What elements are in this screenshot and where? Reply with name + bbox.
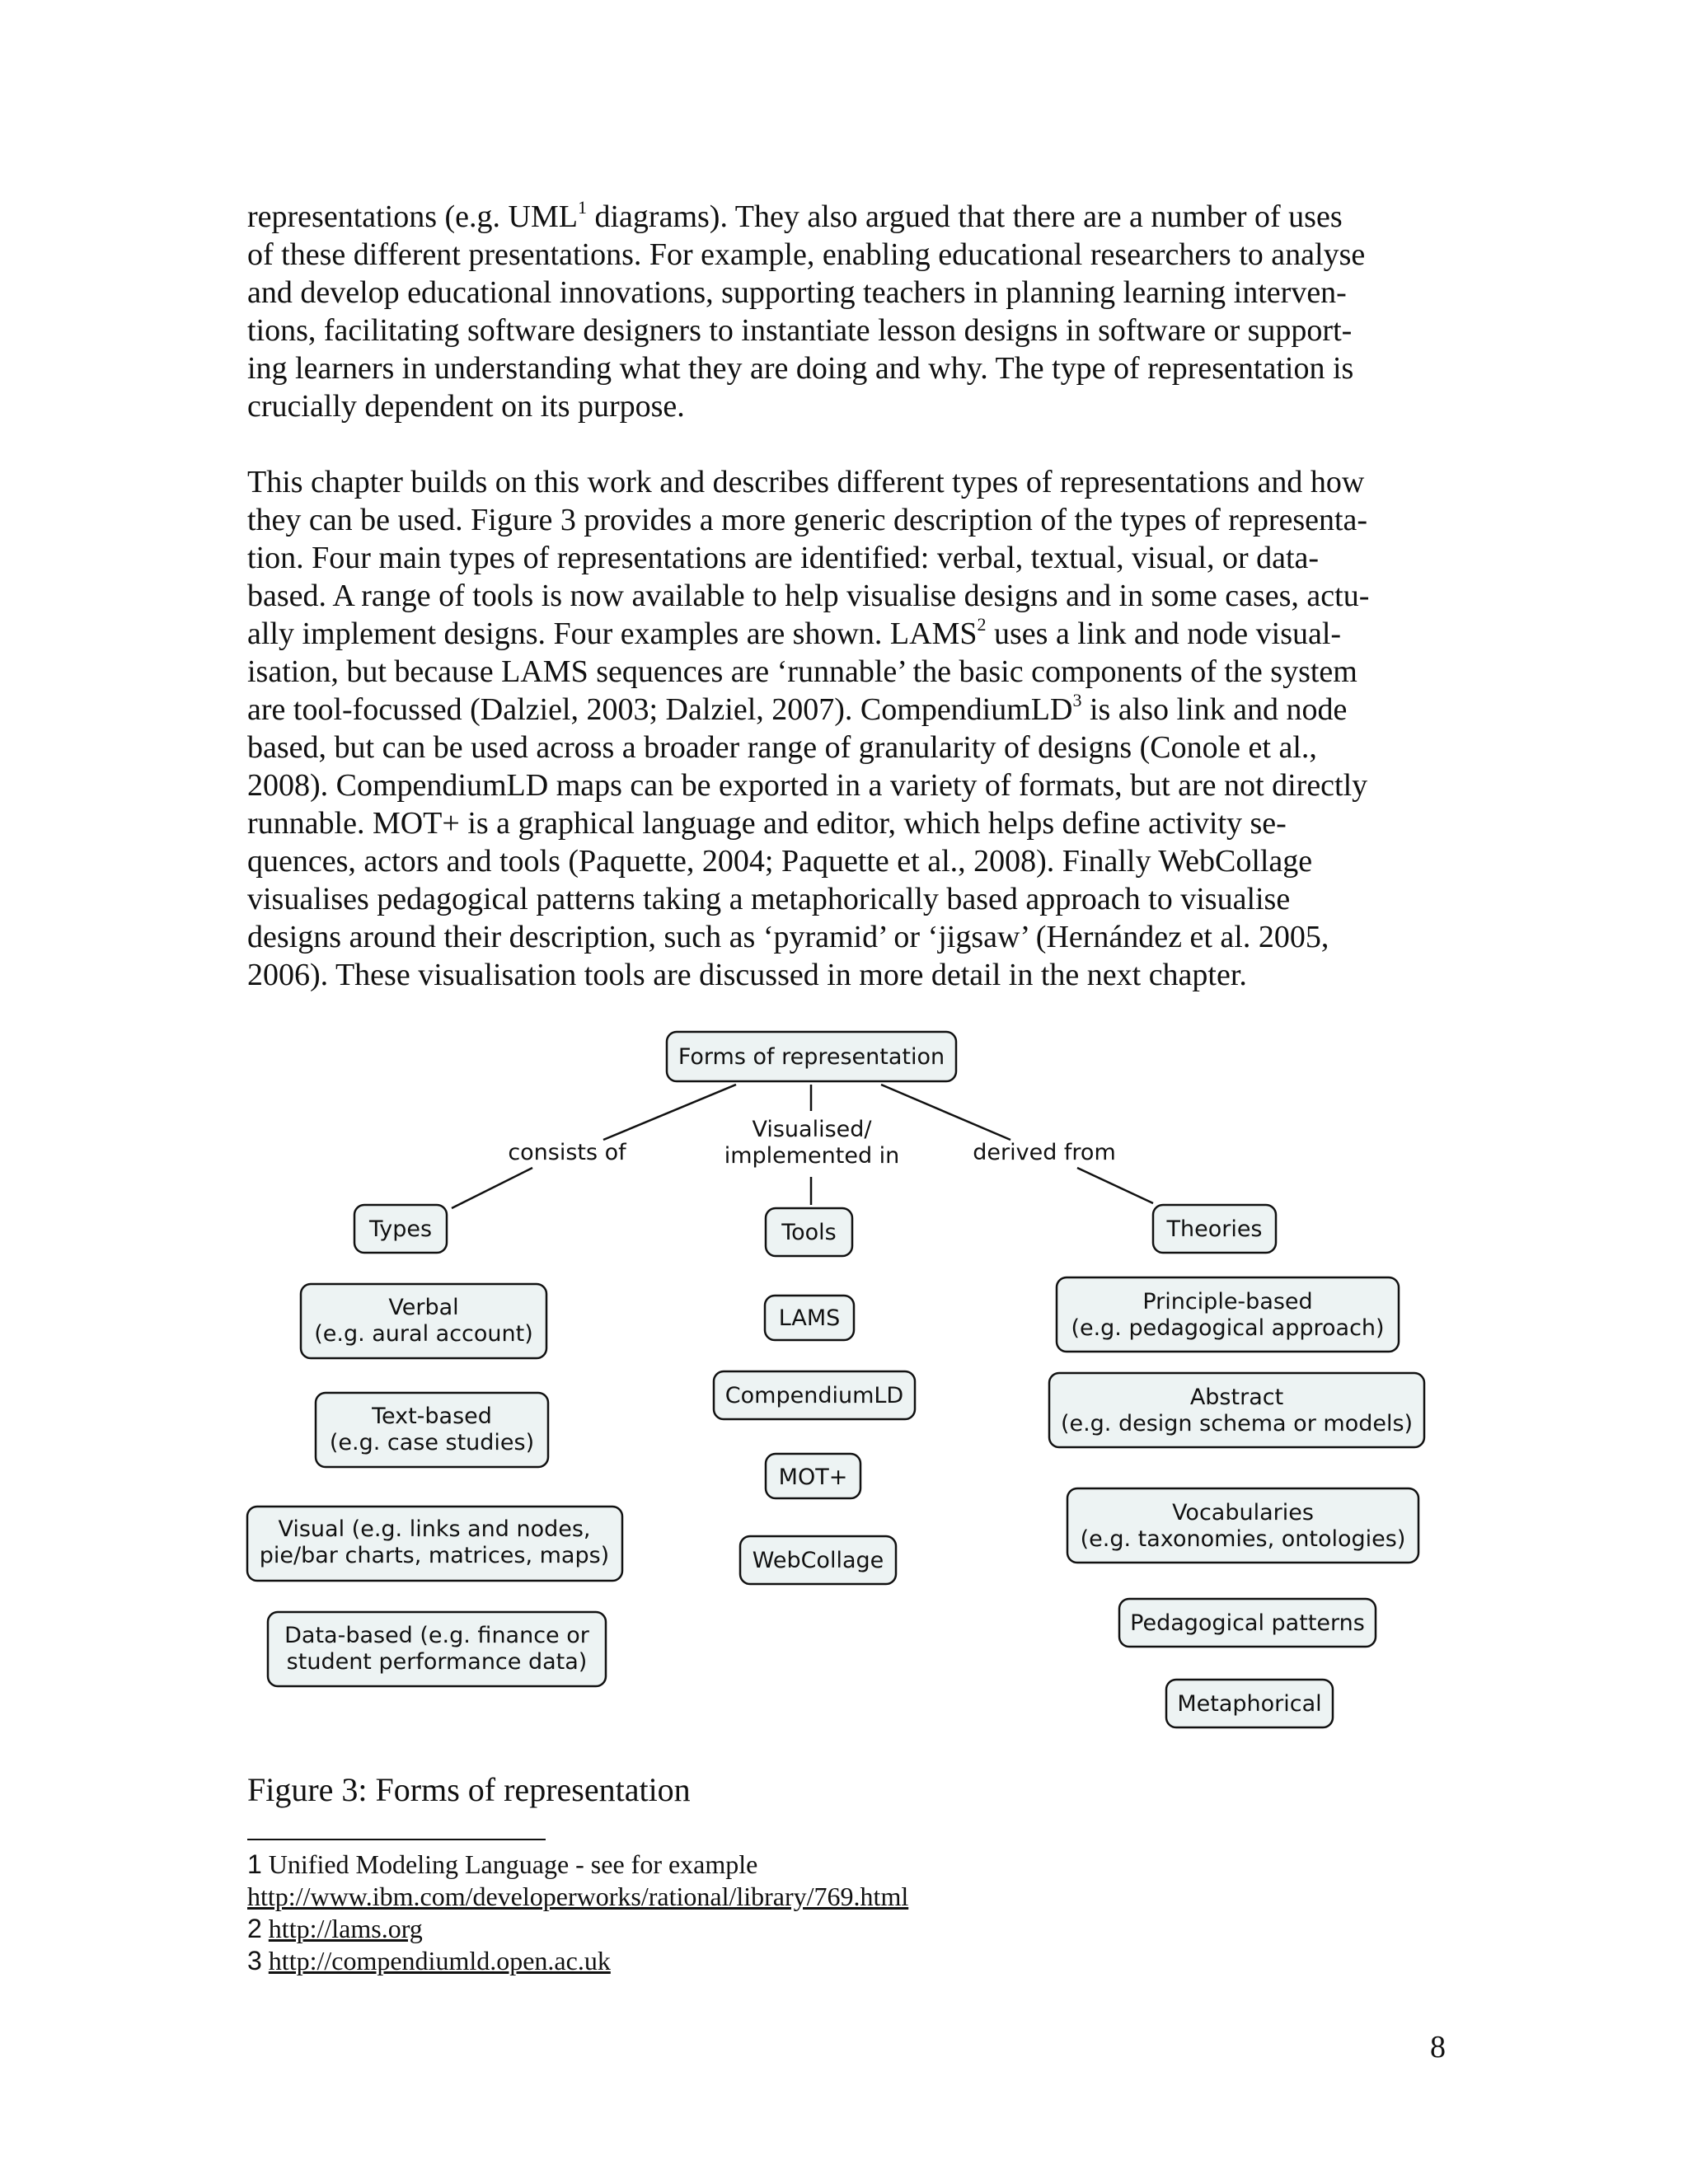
para2-line: ally implement designs. Four examples are shown. LAMS$^2$ uses a link and node visual- xyxy=(247,614,1342,651)
footnote-1-link[interactable]: http://www.ibm.com/developerworks/rational/library/769.html xyxy=(247,1882,909,1911)
link-label-consists-of: consists of xyxy=(508,1140,626,1165)
svg-text:(e.g. design schema or models): (e.g. design schema or models) xyxy=(1060,1411,1414,1436)
theories-item-pedagogical-patterns xyxy=(1119,1599,1376,1647)
theories-node-label: Theories xyxy=(1166,1216,1263,1242)
figure-caption: Figure 3: Forms of representation xyxy=(247,1771,691,1808)
tools-node xyxy=(766,1208,852,1256)
para2-line: tion. Four main types of representations are identified: verbal, textual, visual, or data- xyxy=(247,541,1320,575)
footnote-3-number: 3 xyxy=(247,1946,262,1975)
svg-text:Verbal: Verbal xyxy=(388,1295,459,1320)
types-item-verbal xyxy=(301,1284,546,1358)
svg-text:Principle-based: Principle-based xyxy=(1142,1289,1313,1315)
footnote-2-link[interactable]: http://lams.org xyxy=(268,1914,423,1943)
svg-text:(e.g. pedagogical approach): (e.g. pedagogical approach) xyxy=(1071,1315,1385,1341)
para2-line: visualises pedagogical patterns taking a metaphorically based approach to visualise xyxy=(247,882,1291,916)
svg-text:CompendiumLD: CompendiumLD xyxy=(724,1383,904,1408)
tools-item-mot-plus xyxy=(766,1454,860,1498)
para2-line: 2006). These visualisation tools are discussed in more detail in the next chapter. xyxy=(247,958,1247,992)
footnote-3-link[interactable]: http://compendiumld.open.ac.uk xyxy=(268,1946,611,1975)
footnote-separator xyxy=(247,1839,546,1840)
types-item-visual xyxy=(247,1507,622,1581)
para2-line: designs around their description, such as ‘pyramid’ or ‘jigsaw’ (Hernández et al. 2005, xyxy=(247,920,1329,954)
theories-item-abstract xyxy=(1049,1373,1424,1447)
para2-line: 2008). CompendiumLD maps can be exported in a variety of formats, but are not directly xyxy=(247,768,1368,803)
svg-text:Text-based: Text-based xyxy=(372,1404,492,1429)
svg-text:pie/bar charts, matrices, maps: pie/bar charts, matrices, maps) xyxy=(259,1543,610,1568)
para1-line: and develop educational innovations, supporting teachers in planning learning interven- xyxy=(247,275,1347,310)
connector-left-types xyxy=(452,1168,532,1208)
link-label-implemented-in: implemented in xyxy=(724,1143,900,1169)
footnote-1-link-line xyxy=(247,1881,908,1912)
types-item-data-based xyxy=(268,1612,606,1686)
tools-item-webcollage xyxy=(740,1536,896,1584)
connector-root-right xyxy=(881,1085,1010,1140)
svg-text:Abstract: Abstract xyxy=(1189,1385,1284,1410)
para2-line: are tool-focussed (Dalziel, 2003; Dalziel, 2007). CompendiumLD$^3$ is also link and node xyxy=(247,690,1348,727)
footnote-ref-3[interactable]: 3 xyxy=(1072,690,1082,710)
para1-line: tions, facilitating software designers to instantiate lesson designs in software or support- xyxy=(247,313,1353,348)
link-label-derived-from: derived from xyxy=(973,1140,1116,1165)
para1-line: of these different presentations. For example, enabling educational researchers to analyse xyxy=(247,237,1366,272)
svg-text:LAMS: LAMS xyxy=(778,1305,841,1331)
para2-line: This chapter builds on this work and describes different types of representations and how xyxy=(247,465,1365,499)
types-node xyxy=(354,1205,447,1253)
svg-text:Visual (e.g. links and nodes,: Visual (e.g. links and nodes, xyxy=(278,1516,591,1542)
svg-text:Vocabularies: Vocabularies xyxy=(1172,1500,1314,1526)
footnote-1-text: Unified Modeling Language - see for example xyxy=(268,1849,758,1879)
link-label-visualised: Visualised/ xyxy=(752,1117,872,1142)
svg-text:Metaphorical: Metaphorical xyxy=(1177,1691,1322,1717)
para2-line: isation, but because LAMS sequences are ‘runnable’ the basic components of the system xyxy=(247,654,1357,689)
svg-text:(e.g. taxonomies, ontologies): (e.g. taxonomies, ontologies) xyxy=(1080,1526,1406,1552)
theories-item-vocabularies xyxy=(1067,1488,1418,1563)
svg-text:Pedagogical patterns: Pedagogical patterns xyxy=(1130,1610,1365,1636)
root-node-label: Forms of representation xyxy=(678,1044,945,1070)
root-node xyxy=(667,1032,956,1081)
footnote-1 xyxy=(247,1849,757,1880)
connector-right-theories xyxy=(1077,1168,1153,1203)
tools-node-label: Tools xyxy=(781,1220,837,1245)
tools-item-compendiumld xyxy=(714,1371,915,1419)
footnote-2 xyxy=(247,1913,423,1944)
para2-line: they can be used. Figure 3 provides a more generic description of the types of representa- xyxy=(247,503,1368,537)
footnote-2-number: 2 xyxy=(247,1914,262,1943)
svg-text:Data-based (e.g. finance or: Data-based (e.g. finance or xyxy=(284,1623,589,1648)
para2-line: runnable. MOT+ is a graphical language and editor, which helps define activity se- xyxy=(247,806,1287,841)
theories-item-principle-based xyxy=(1057,1277,1399,1352)
para1-line: representations (e.g. UML$^1$ diagrams). They also argued that there are a number of uses xyxy=(247,197,1343,234)
para1-line: ing learners in understanding what they are doing and why. The type of representation is xyxy=(247,351,1354,386)
page-number: 8 xyxy=(1430,2030,1446,2064)
para1-line: crucially dependent on its purpose. xyxy=(247,389,685,424)
footnote-ref-1[interactable]: 1 xyxy=(578,197,587,218)
tools-item-lams xyxy=(765,1296,854,1340)
svg-text:WebCollage: WebCollage xyxy=(752,1548,884,1573)
types-item-text-based xyxy=(316,1393,548,1467)
footnote-ref-2[interactable]: 2 xyxy=(977,614,987,635)
footnote-1-number: 1 xyxy=(247,1849,262,1879)
para2-line: quences, actors and tools (Paquette, 2004; Paquette et al., 2008). Finally WebCollage xyxy=(247,844,1313,879)
svg-text:(e.g. case studies): (e.g. case studies) xyxy=(329,1430,535,1455)
theories-item-metaphorical xyxy=(1166,1680,1333,1727)
connector-root-left xyxy=(603,1085,736,1140)
svg-text:student performance data): student performance data) xyxy=(286,1649,588,1675)
svg-text:(e.g. aural account): (e.g. aural account) xyxy=(314,1321,533,1347)
para2-line: based. A range of tools is now available to help visualise designs and in some cases, actu- xyxy=(247,579,1370,613)
para2-line: based, but can be used across a broader range of granularity of designs (Conole et al., xyxy=(247,730,1317,765)
theories-node xyxy=(1153,1205,1276,1253)
footnote-3 xyxy=(247,1945,611,1976)
svg-text:MOT+: MOT+ xyxy=(778,1465,848,1490)
types-node-label: Types xyxy=(368,1216,433,1242)
